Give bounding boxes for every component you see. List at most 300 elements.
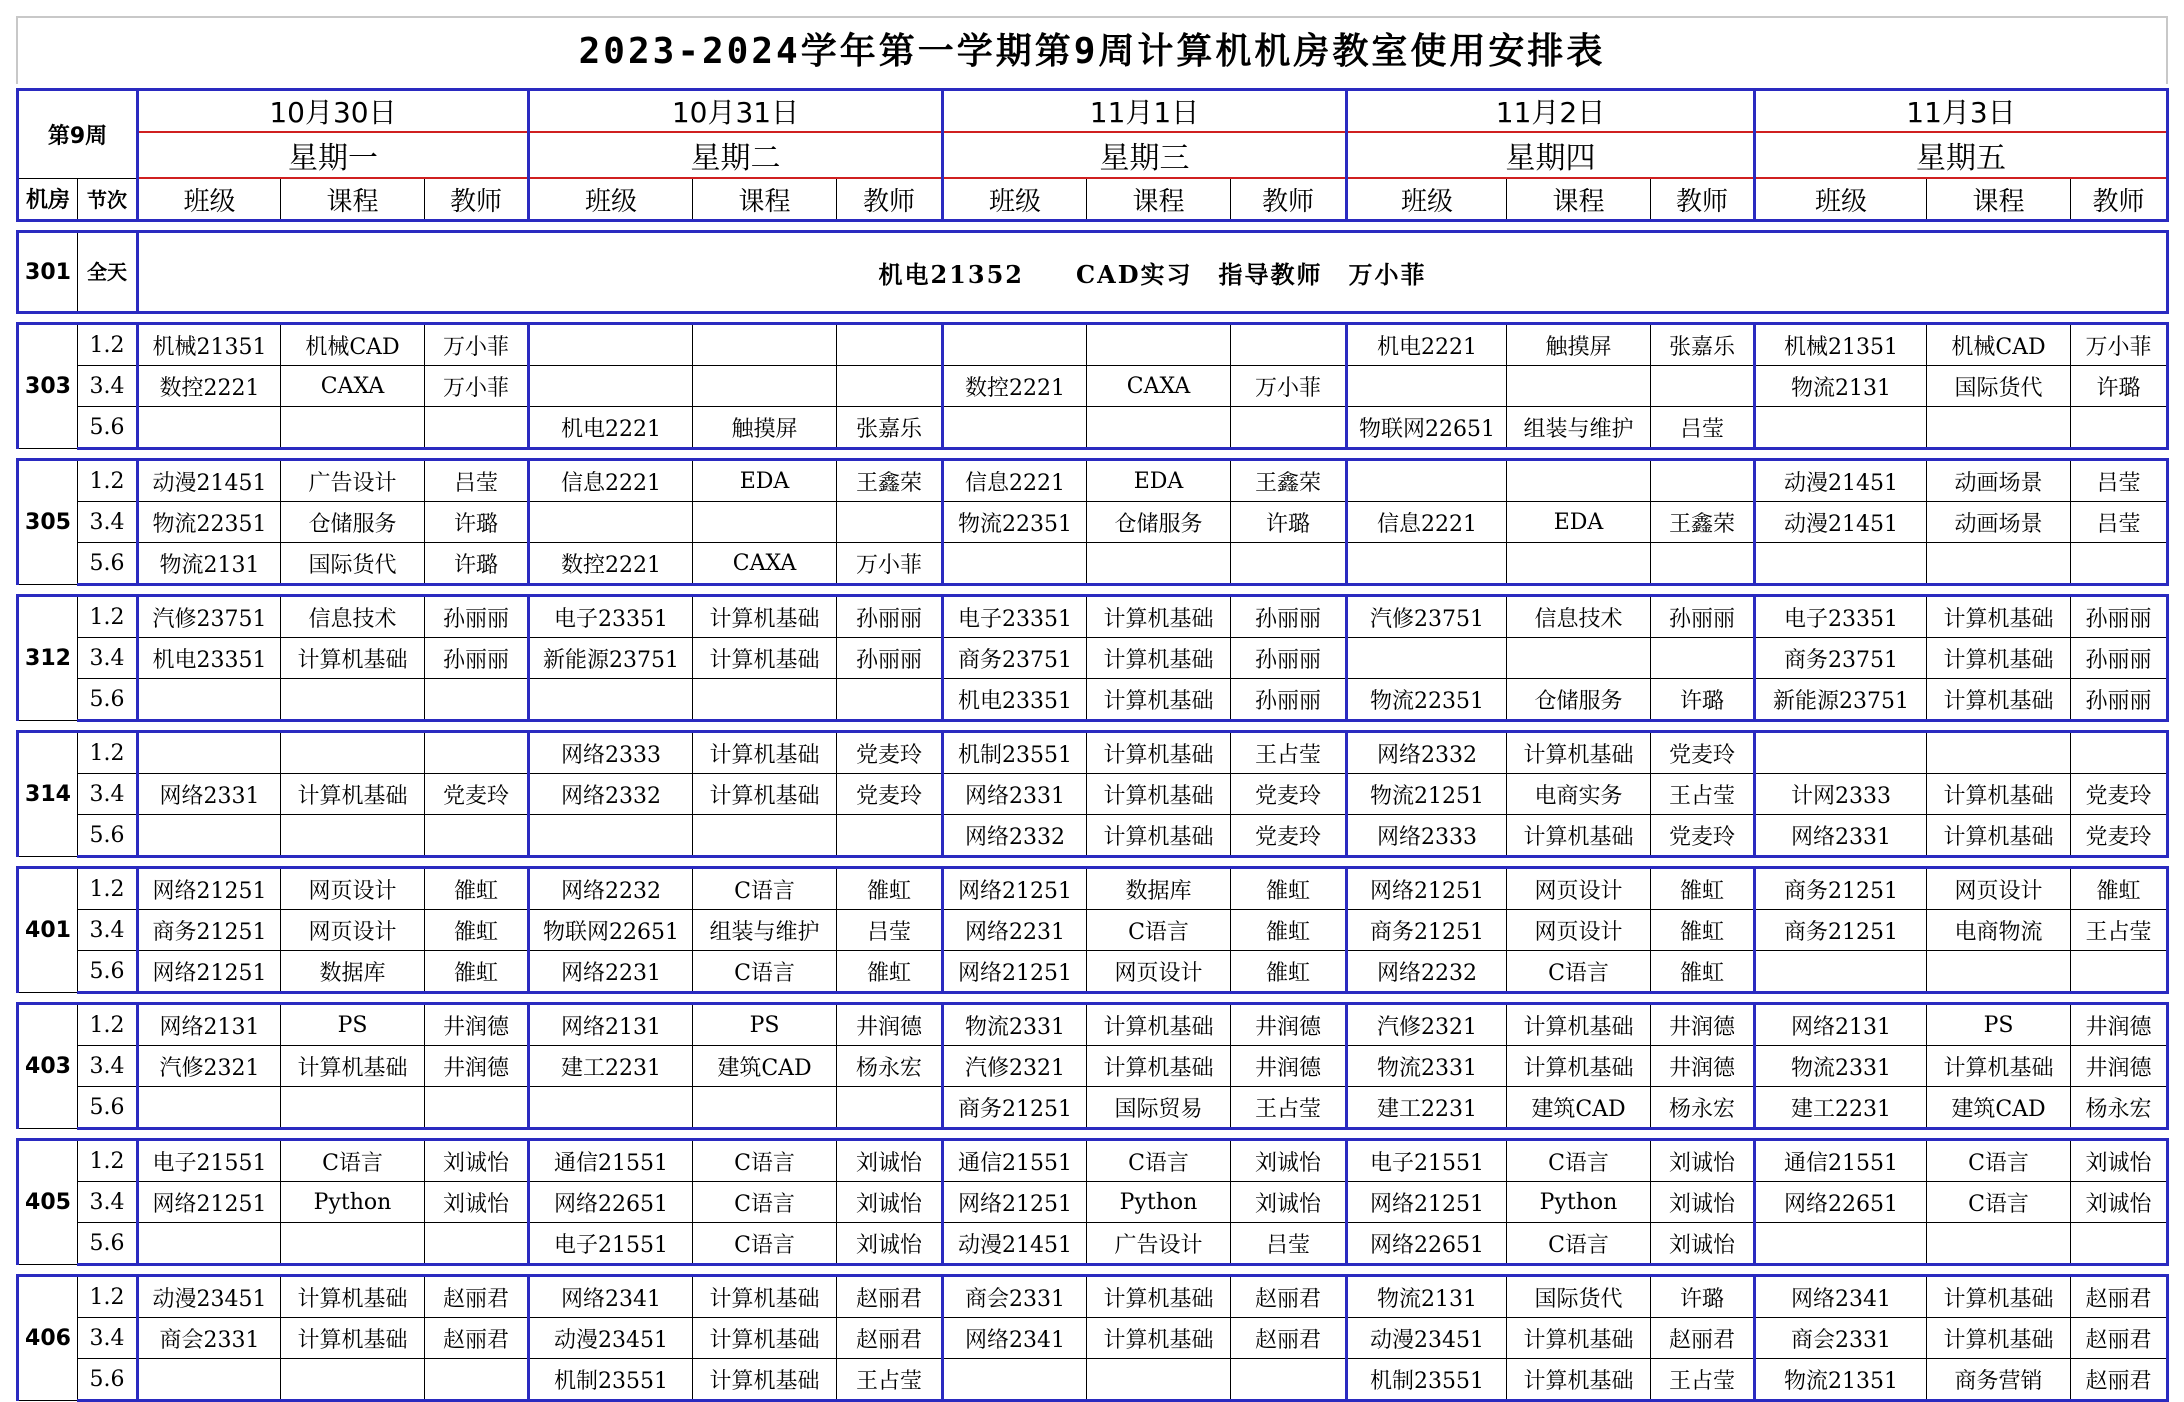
- day-date: 10月30日: [138, 90, 529, 133]
- course-cell: [1927, 1223, 2071, 1265]
- teacher-cell: 刘诚怡: [425, 1182, 529, 1223]
- class-cell: [529, 366, 693, 407]
- teacher-cell: 赵丽君: [2071, 1276, 2168, 1318]
- class-cell: [138, 679, 281, 721]
- course-cell: 计算机基础: [281, 774, 425, 815]
- teacher-cell: 杨永宏: [2071, 1087, 2168, 1129]
- class-cell: 机电23351: [943, 679, 1087, 721]
- schedule-row: [18, 910, 2168, 951]
- course-cell: [281, 407, 425, 449]
- course-cell: [1087, 1359, 1231, 1401]
- day-weekday: 星期五: [1755, 132, 2168, 178]
- teacher-cell: [425, 732, 529, 774]
- schedule-table: [16, 88, 2169, 1402]
- teacher-cell: [1651, 638, 1755, 679]
- schedule-row: [18, 366, 2168, 407]
- course-cell: 电商物流: [1927, 910, 2071, 951]
- period-cell: 5.6: [78, 1223, 138, 1265]
- teacher-cell: 刘诚怡: [837, 1140, 943, 1182]
- course-cell: 仓储服务: [281, 502, 425, 543]
- class-cell: 物流22351: [1347, 679, 1507, 721]
- room-number: 405: [18, 1140, 78, 1265]
- schedule-row: [18, 1359, 2168, 1401]
- class-cell: 网络21251: [138, 868, 281, 910]
- class-cell: 网络21251: [943, 951, 1087, 993]
- row-gap: [18, 585, 2168, 596]
- class-cell: 机制23551: [943, 732, 1087, 774]
- day-weekday: 星期四: [1347, 132, 1755, 178]
- teacher-cell: [425, 1359, 529, 1401]
- teacher-cell: 赵丽君: [425, 1318, 529, 1359]
- schedule-row: [18, 815, 2168, 857]
- row-gap: [18, 857, 2168, 868]
- class-cell: [943, 324, 1087, 366]
- course-cell: 计算机基础: [1087, 1004, 1231, 1046]
- course-cell: C语言: [1087, 1140, 1231, 1182]
- header-weekday-row: [18, 132, 2168, 178]
- gap-cell: [18, 585, 2168, 596]
- course-cell: 触摸屏: [693, 407, 837, 449]
- class-cell: 电子23351: [529, 596, 693, 638]
- teacher-cell: 赵丽君: [837, 1276, 943, 1318]
- gap-cell: [18, 857, 2168, 868]
- period-cell: 3.4: [78, 366, 138, 407]
- course-cell: [281, 1223, 425, 1265]
- class-cell: [1755, 407, 1927, 449]
- course-cell: 计算机基础: [1507, 1359, 1651, 1401]
- teacher-cell: 雒虹: [1231, 868, 1347, 910]
- course-cell: 计算机基础: [1927, 596, 2071, 638]
- teacher-cell: 许璐: [425, 502, 529, 543]
- period-cell: 1.2: [78, 1004, 138, 1046]
- teacher-cell: [1231, 324, 1347, 366]
- class-column-header: 班级: [138, 178, 281, 221]
- class-cell: 网络21251: [138, 951, 281, 993]
- teacher-cell: 杨永宏: [837, 1046, 943, 1087]
- class-cell: 动漫21451: [1755, 460, 1927, 502]
- course-cell: 计算机基础: [1927, 774, 2071, 815]
- teacher-cell: [1651, 543, 1755, 585]
- gap-cell: [18, 1265, 2168, 1276]
- teacher-cell: 孙丽丽: [1231, 596, 1347, 638]
- teacher-column-header: 教师: [2071, 178, 2168, 221]
- schedule-row: [18, 679, 2168, 721]
- class-cell: [1755, 951, 1927, 993]
- class-cell: [138, 1087, 281, 1129]
- teacher-cell: 王鑫荣: [1231, 460, 1347, 502]
- course-cell: [281, 732, 425, 774]
- teacher-cell: 刘诚怡: [2071, 1182, 2168, 1223]
- course-cell: 计算机基础: [1087, 774, 1231, 815]
- course-cell: 商务营销: [1927, 1359, 2071, 1401]
- class-cell: 网络2131: [529, 1004, 693, 1046]
- gap-cell: [18, 993, 2168, 1004]
- teacher-cell: 井润德: [2071, 1046, 2168, 1087]
- course-cell: 计算机基础: [1927, 815, 2071, 857]
- class-cell: 物流2131: [1347, 1276, 1507, 1318]
- teacher-cell: 党麦玲: [425, 774, 529, 815]
- schedule-row: [18, 1276, 2168, 1318]
- class-cell: [138, 1359, 281, 1401]
- class-cell: [1347, 543, 1507, 585]
- class-cell: 机电23351: [138, 638, 281, 679]
- teacher-cell: 孙丽丽: [2071, 679, 2168, 721]
- course-cell: 计算机基础: [281, 638, 425, 679]
- class-cell: 网络2231: [943, 910, 1087, 951]
- course-cell: 计算机基础: [1927, 679, 2071, 721]
- course-cell: 电商实务: [1507, 774, 1651, 815]
- course-cell: 机械CAD: [1927, 324, 2071, 366]
- period-cell: 5.6: [78, 1087, 138, 1129]
- teacher-cell: [425, 815, 529, 857]
- class-cell: 网络2333: [529, 732, 693, 774]
- class-cell: 物流2131: [138, 543, 281, 585]
- day-date: 11月3日: [1755, 90, 2168, 133]
- schedule-row: [18, 324, 2168, 366]
- course-cell: 计算机基础: [1087, 732, 1231, 774]
- teacher-cell: [837, 324, 943, 366]
- class-cell: [529, 1087, 693, 1129]
- teacher-cell: 井润德: [837, 1004, 943, 1046]
- day-date: 10月31日: [529, 90, 943, 133]
- class-cell: 建工2231: [1755, 1087, 1927, 1129]
- teacher-cell: [2071, 732, 2168, 774]
- teacher-cell: 吕莹: [837, 910, 943, 951]
- class-cell: [529, 679, 693, 721]
- course-cell: [693, 502, 837, 543]
- teacher-cell: 赵丽君: [2071, 1359, 2168, 1401]
- room-301-booking: 机电21352 CAD实习 指导教师 万小菲: [138, 232, 2168, 313]
- class-cell: 商务23751: [943, 638, 1087, 679]
- class-cell: [529, 815, 693, 857]
- class-cell: 信息2221: [943, 460, 1087, 502]
- teacher-cell: 孙丽丽: [425, 596, 529, 638]
- course-cell: 计算机基础: [1087, 638, 1231, 679]
- period-cell: 3.4: [78, 774, 138, 815]
- teacher-cell: [425, 407, 529, 449]
- course-cell: CAXA: [1087, 366, 1231, 407]
- class-cell: 数控2221: [529, 543, 693, 585]
- teacher-cell: 万小菲: [425, 324, 529, 366]
- course-cell: [693, 679, 837, 721]
- period-cell: 1.2: [78, 868, 138, 910]
- teacher-cell: 井润德: [425, 1046, 529, 1087]
- class-cell: 汽修23751: [1347, 596, 1507, 638]
- course-cell: C语言: [693, 1140, 837, 1182]
- class-cell: 网络21251: [1347, 1182, 1507, 1223]
- course-cell: 计算机基础: [1507, 815, 1651, 857]
- teacher-cell: 吕莹: [425, 460, 529, 502]
- teacher-cell: 王占莹: [1651, 774, 1755, 815]
- course-cell: Python: [1507, 1182, 1651, 1223]
- class-cell: 汽修2321: [1347, 1004, 1507, 1046]
- class-cell: 商务23751: [1755, 638, 1927, 679]
- page-title: 2023-2024学年第一学期第9周计算机机房教室使用安排表: [578, 31, 1606, 72]
- teacher-cell: [2071, 543, 2168, 585]
- course-cell: 计算机基础: [1087, 1046, 1231, 1087]
- schedule-row: [18, 1182, 2168, 1223]
- teacher-cell: 王占莹: [1651, 1359, 1755, 1401]
- course-cell: 计算机基础: [281, 1318, 425, 1359]
- course-cell: 广告设计: [1087, 1223, 1231, 1265]
- teacher-cell: 王占莹: [1231, 1087, 1347, 1129]
- teacher-cell: 刘诚怡: [837, 1182, 943, 1223]
- course-cell: 计算机基础: [693, 1359, 837, 1401]
- row-gap: [18, 721, 2168, 732]
- room-number: 305: [18, 460, 78, 585]
- class-cell: 商务21251: [1755, 868, 1927, 910]
- period-cell: 1.2: [78, 1276, 138, 1318]
- schedule-row: [18, 951, 2168, 993]
- teacher-cell: 赵丽君: [1231, 1276, 1347, 1318]
- course-cell: EDA: [1507, 502, 1651, 543]
- course-cell: [1927, 543, 2071, 585]
- period-cell: 5.6: [78, 951, 138, 993]
- room-column-header: 机房: [18, 178, 78, 221]
- class-cell: 网络2131: [1755, 1004, 1927, 1046]
- teacher-cell: 吕莹: [2071, 502, 2168, 543]
- teacher-cell: 许璐: [1651, 679, 1755, 721]
- course-cell: 国际货代: [281, 543, 425, 585]
- teacher-cell: [2071, 951, 2168, 993]
- class-cell: 网络2332: [1347, 732, 1507, 774]
- gap-cell: [18, 449, 2168, 460]
- course-cell: 仓储服务: [1087, 502, 1231, 543]
- course-cell: C语言: [1507, 1140, 1651, 1182]
- class-cell: [1755, 1223, 1927, 1265]
- room-number: 303: [18, 324, 78, 449]
- teacher-cell: 张嘉乐: [1651, 324, 1755, 366]
- class-cell: 机电2221: [1347, 324, 1507, 366]
- course-column-header: 课程: [1927, 178, 2071, 221]
- class-cell: 动漫21451: [138, 460, 281, 502]
- course-column-header: 课程: [1507, 178, 1651, 221]
- class-cell: 商会2331: [138, 1318, 281, 1359]
- period-cell: 1.2: [78, 460, 138, 502]
- teacher-cell: 雒虹: [1231, 951, 1347, 993]
- class-cell: 网络2232: [1347, 951, 1507, 993]
- course-cell: [1507, 460, 1651, 502]
- schedule-row: [18, 1140, 2168, 1182]
- course-cell: EDA: [693, 460, 837, 502]
- row-gap: [18, 221, 2168, 232]
- teacher-cell: 孙丽丽: [1651, 596, 1755, 638]
- period-cell: 5.6: [78, 407, 138, 449]
- course-cell: [1507, 366, 1651, 407]
- class-cell: 汽修2321: [138, 1046, 281, 1087]
- period-cell: 1.2: [78, 732, 138, 774]
- course-cell: [1927, 407, 2071, 449]
- teacher-cell: 井润德: [425, 1004, 529, 1046]
- teacher-cell: 王占莹: [1231, 732, 1347, 774]
- class-cell: 电子23351: [1755, 596, 1927, 638]
- teacher-cell: 孙丽丽: [1231, 679, 1347, 721]
- row-gap: [18, 1265, 2168, 1276]
- period-cell: 3.4: [78, 638, 138, 679]
- class-cell: 汽修23751: [138, 596, 281, 638]
- period-cell: 5.6: [78, 815, 138, 857]
- course-cell: [281, 1359, 425, 1401]
- class-cell: 商务21251: [1347, 910, 1507, 951]
- teacher-cell: 孙丽丽: [2071, 596, 2168, 638]
- class-cell: 动漫23451: [138, 1276, 281, 1318]
- course-cell: 网页设计: [281, 868, 425, 910]
- teacher-cell: 许璐: [2071, 366, 2168, 407]
- course-cell: 触摸屏: [1507, 324, 1651, 366]
- class-cell: 网络22651: [1755, 1182, 1927, 1223]
- course-cell: 动画场景: [1927, 502, 2071, 543]
- course-cell: 计算机基础: [693, 1276, 837, 1318]
- teacher-cell: 赵丽君: [2071, 1318, 2168, 1359]
- course-cell: C语言: [693, 951, 837, 993]
- course-cell: 计算机基础: [1927, 1046, 2071, 1087]
- teacher-cell: 雒虹: [837, 951, 943, 993]
- period-column-header: 节次: [78, 178, 138, 221]
- room-number: 403: [18, 1004, 78, 1129]
- course-cell: C语言: [693, 1223, 837, 1265]
- period-cell: 1.2: [78, 596, 138, 638]
- class-cell: 计网2333: [1755, 774, 1927, 815]
- teacher-cell: [1231, 543, 1347, 585]
- teacher-cell: [1231, 1359, 1347, 1401]
- class-cell: [1347, 366, 1507, 407]
- period-cell: 3.4: [78, 1182, 138, 1223]
- class-cell: 电子21551: [1347, 1140, 1507, 1182]
- course-cell: 网页设计: [1507, 868, 1651, 910]
- class-cell: 网络2231: [529, 951, 693, 993]
- course-cell: 信息技术: [1507, 596, 1651, 638]
- teacher-cell: 孙丽丽: [425, 638, 529, 679]
- class-cell: [138, 407, 281, 449]
- class-cell: 网络21251: [1347, 868, 1507, 910]
- course-cell: C语言: [1927, 1182, 2071, 1223]
- room-number: 401: [18, 868, 78, 993]
- class-cell: [1755, 732, 1927, 774]
- schedule-row: [18, 596, 2168, 638]
- class-cell: 物流22351: [138, 502, 281, 543]
- class-cell: 网络2232: [529, 868, 693, 910]
- course-cell: 仓储服务: [1507, 679, 1651, 721]
- teacher-cell: [1651, 366, 1755, 407]
- class-cell: 商务21251: [943, 1087, 1087, 1129]
- class-cell: 网络22651: [1347, 1223, 1507, 1265]
- teacher-cell: [837, 502, 943, 543]
- course-cell: 计算机基础: [281, 1046, 425, 1087]
- period-cell: 3.4: [78, 1318, 138, 1359]
- class-column-header: 班级: [943, 178, 1087, 221]
- teacher-cell: 井润德: [1231, 1046, 1347, 1087]
- teacher-cell: 井润德: [1651, 1046, 1755, 1087]
- teacher-cell: 党麦玲: [1651, 815, 1755, 857]
- teacher-cell: 孙丽丽: [837, 638, 943, 679]
- class-cell: 物流2331: [1347, 1046, 1507, 1087]
- teacher-cell: 许璐: [425, 543, 529, 585]
- course-cell: 计算机基础: [1927, 1318, 2071, 1359]
- class-cell: 电子21551: [529, 1223, 693, 1265]
- teacher-cell: 刘诚怡: [425, 1140, 529, 1182]
- course-cell: [1087, 324, 1231, 366]
- course-cell: [281, 1087, 425, 1129]
- schedule-row: [18, 1223, 2168, 1265]
- gap-cell: [18, 721, 2168, 732]
- course-cell: EDA: [1087, 460, 1231, 502]
- teacher-cell: [425, 1087, 529, 1129]
- period-cell: 5.6: [78, 543, 138, 585]
- teacher-cell: 雒虹: [425, 868, 529, 910]
- teacher-cell: 王鑫荣: [1651, 502, 1755, 543]
- teacher-cell: 刘诚怡: [1651, 1182, 1755, 1223]
- teacher-cell: 雒虹: [2071, 868, 2168, 910]
- teacher-cell: 党麦玲: [2071, 774, 2168, 815]
- teacher-cell: 党麦玲: [1231, 815, 1347, 857]
- teacher-cell: 井润德: [1231, 1004, 1347, 1046]
- course-cell: 国际货代: [1927, 366, 2071, 407]
- class-cell: 网络2341: [1755, 1276, 1927, 1318]
- teacher-cell: [1231, 407, 1347, 449]
- class-cell: 机制23551: [529, 1359, 693, 1401]
- class-cell: 信息2221: [529, 460, 693, 502]
- day-weekday: 星期三: [943, 132, 1347, 178]
- schedule-row: [18, 407, 2168, 449]
- teacher-cell: 杨永宏: [1651, 1087, 1755, 1129]
- course-cell: 组装与维护: [693, 910, 837, 951]
- schedule-row: [18, 732, 2168, 774]
- row-gap: [18, 1129, 2168, 1140]
- teacher-cell: [837, 366, 943, 407]
- teacher-cell: 吕莹: [1231, 1223, 1347, 1265]
- teacher-cell: 王鑫荣: [837, 460, 943, 502]
- teacher-cell: 刘诚怡: [1231, 1182, 1347, 1223]
- class-cell: 网络2341: [943, 1318, 1087, 1359]
- teacher-cell: 孙丽丽: [837, 596, 943, 638]
- class-cell: 物流21351: [1755, 1359, 1927, 1401]
- title-box: [16, 16, 2168, 84]
- teacher-cell: 孙丽丽: [1231, 638, 1347, 679]
- class-cell: 数控2221: [138, 366, 281, 407]
- teacher-cell: 孙丽丽: [2071, 638, 2168, 679]
- course-cell: C语言: [281, 1140, 425, 1182]
- class-cell: 网络21251: [943, 1182, 1087, 1223]
- course-cell: [693, 324, 837, 366]
- teacher-cell: 雒虹: [425, 910, 529, 951]
- schedule-row: [18, 774, 2168, 815]
- room-301-row: [18, 232, 2168, 313]
- teacher-cell: [425, 1223, 529, 1265]
- schedule-row: [18, 502, 2168, 543]
- class-cell: 商务21251: [1755, 910, 1927, 951]
- gap-cell: [18, 221, 2168, 232]
- schedule-row: [18, 460, 2168, 502]
- class-cell: [529, 502, 693, 543]
- course-cell: 计算机基础: [693, 1318, 837, 1359]
- class-cell: 电子23351: [943, 596, 1087, 638]
- class-cell: 网络2331: [1755, 815, 1927, 857]
- class-cell: 建工2231: [1347, 1087, 1507, 1129]
- class-cell: 信息2221: [1347, 502, 1507, 543]
- period-cell: 5.6: [78, 1359, 138, 1401]
- class-column-header: 班级: [1347, 178, 1507, 221]
- course-cell: 数据库: [1087, 868, 1231, 910]
- class-cell: [1347, 638, 1507, 679]
- class-cell: 通信21551: [943, 1140, 1087, 1182]
- class-cell: 电子21551: [138, 1140, 281, 1182]
- teacher-cell: 吕莹: [1651, 407, 1755, 449]
- period-cell: 3.4: [78, 1046, 138, 1087]
- course-cell: [1507, 638, 1651, 679]
- course-cell: 计算机基础: [1507, 1004, 1651, 1046]
- course-cell: [693, 1087, 837, 1129]
- course-cell: C语言: [1507, 1223, 1651, 1265]
